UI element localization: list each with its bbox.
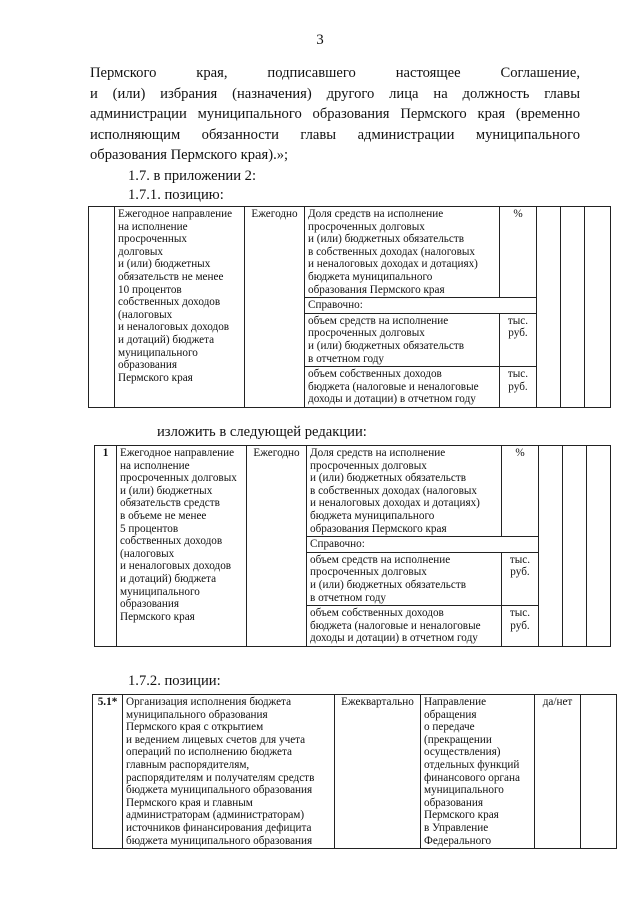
periodicity-cell: Ежеквартально bbox=[335, 695, 421, 849]
empty-cell bbox=[563, 446, 587, 647]
empty-cell bbox=[539, 446, 563, 647]
indicator-cell: Ежегодное направление на исполнение просроченных долговых и (или) бюджетных обязательств не менее 10 процентов собственных доходов (налоговых и неналоговых доходов и дотаций) бюджета муниципального образования Пермского края bbox=[115, 207, 245, 408]
empty-cell bbox=[585, 207, 611, 408]
table-position-5-1 bbox=[92, 694, 617, 849]
intro-line: Пермского края, подписавшего настоящее Соглашение, bbox=[90, 65, 580, 81]
intro-line: образования Пермского края).»; bbox=[90, 147, 289, 163]
criterion-cell: объем собственных доходов бюджета (налоговые и неналоговые доходы и дотации) в отчетном году bbox=[307, 606, 502, 647]
intro-line: исполняющим обязанности главы администрации муниципального bbox=[90, 126, 580, 143]
indicator-cell: Организация исполнения бюджета муниципального образования Пермского края с открытием и ведением лицевых счетов для учета операций по исполнению бюджета главным распорядителям, распорядителям и получателям средств бюджета муниципального образования Пермского края и главным администраторам (администраторам) источников финансирования дефицита бюджета муниципального образования bbox=[123, 695, 335, 849]
heading-new-edition: изложить в следующей редакции: bbox=[157, 424, 367, 440]
reference-cell: Справочно: bbox=[307, 537, 539, 553]
criterion-cell: Доля средств на исполнение просроченных долговых и (или) бюджетных обязательств в собственных доходах (налоговых и неналоговых доходах и дотациях) бюджета муниципального образования Пермского края bbox=[307, 446, 502, 537]
empty-cell bbox=[561, 207, 585, 408]
unit-cell: тыс. руб. bbox=[502, 606, 539, 647]
unit-cell: % bbox=[500, 207, 537, 298]
criterion-cell: объем средств на исполнение просроченных долговых и (или) бюджетных обязательств в отчетном году bbox=[305, 313, 500, 366]
criterion-cell: объем собственных доходов бюджета (налоговые и неналоговые доходы и дотации) в отчетном году bbox=[305, 367, 500, 408]
criterion-cell: Направление обращения о передаче (прекращении осуществления) отдельных функций финансового органа муниципального образования Пермского края в Управление Федерального bbox=[421, 695, 535, 849]
empty-cell bbox=[587, 446, 611, 647]
unit-cell: тыс. руб. bbox=[500, 313, 537, 366]
reference-cell: Справочно: bbox=[305, 298, 537, 314]
indicator-cell: Ежегодное направление на исполнение просроченных долговых и (или) бюджетных обязательств средств в объеме не менее 5 процентов собственных доходов (налоговых и неналоговых доходов и дотаций) бюджета муниципального образования Пермского края bbox=[117, 446, 247, 647]
intro-line: администрации муниципального образования Пермского края (временно bbox=[90, 106, 580, 122]
page-number: 3 bbox=[316, 32, 324, 48]
table-row bbox=[95, 446, 611, 537]
table-new-position bbox=[94, 445, 611, 647]
empty-cell bbox=[537, 207, 561, 408]
criterion-cell: объем средств на исполнение просроченных долговых и (или) бюджетных обязательств в отчетном году bbox=[307, 552, 502, 605]
periodicity-cell: Ежегодно bbox=[245, 207, 305, 408]
unit-cell: тыс. руб. bbox=[500, 367, 537, 408]
heading-position-1-7-1: 1.7.1. позицию: bbox=[128, 187, 224, 203]
intro-paragraph bbox=[90, 63, 580, 166]
heading-positions-1-7-2: 1.7.2. позиции: bbox=[128, 673, 221, 689]
row-number: 5.1* bbox=[93, 695, 123, 849]
empty-cell bbox=[581, 695, 617, 849]
heading-appendix-2: 1.7. в приложении 2: bbox=[128, 168, 257, 184]
table-row bbox=[93, 695, 617, 849]
unit-cell: тыс. руб. bbox=[502, 552, 539, 605]
criterion-cell: Доля средств на исполнение просроченных долговых и (или) бюджетных обязательств в собственных доходах (налоговых и неналоговых доходах и дотациях) бюджета муниципального образования Пермского края bbox=[305, 207, 500, 298]
row-number: 1 bbox=[95, 446, 117, 647]
unit-cell: % bbox=[502, 446, 539, 537]
unit-cell: да/нет bbox=[535, 695, 581, 849]
periodicity-cell: Ежегодно bbox=[247, 446, 307, 647]
intro-line: и (или) избрания (назначения) другого лица на должность главы bbox=[90, 85, 580, 102]
table-row bbox=[89, 207, 611, 298]
table-old-position bbox=[88, 206, 611, 408]
row-number bbox=[89, 207, 115, 408]
